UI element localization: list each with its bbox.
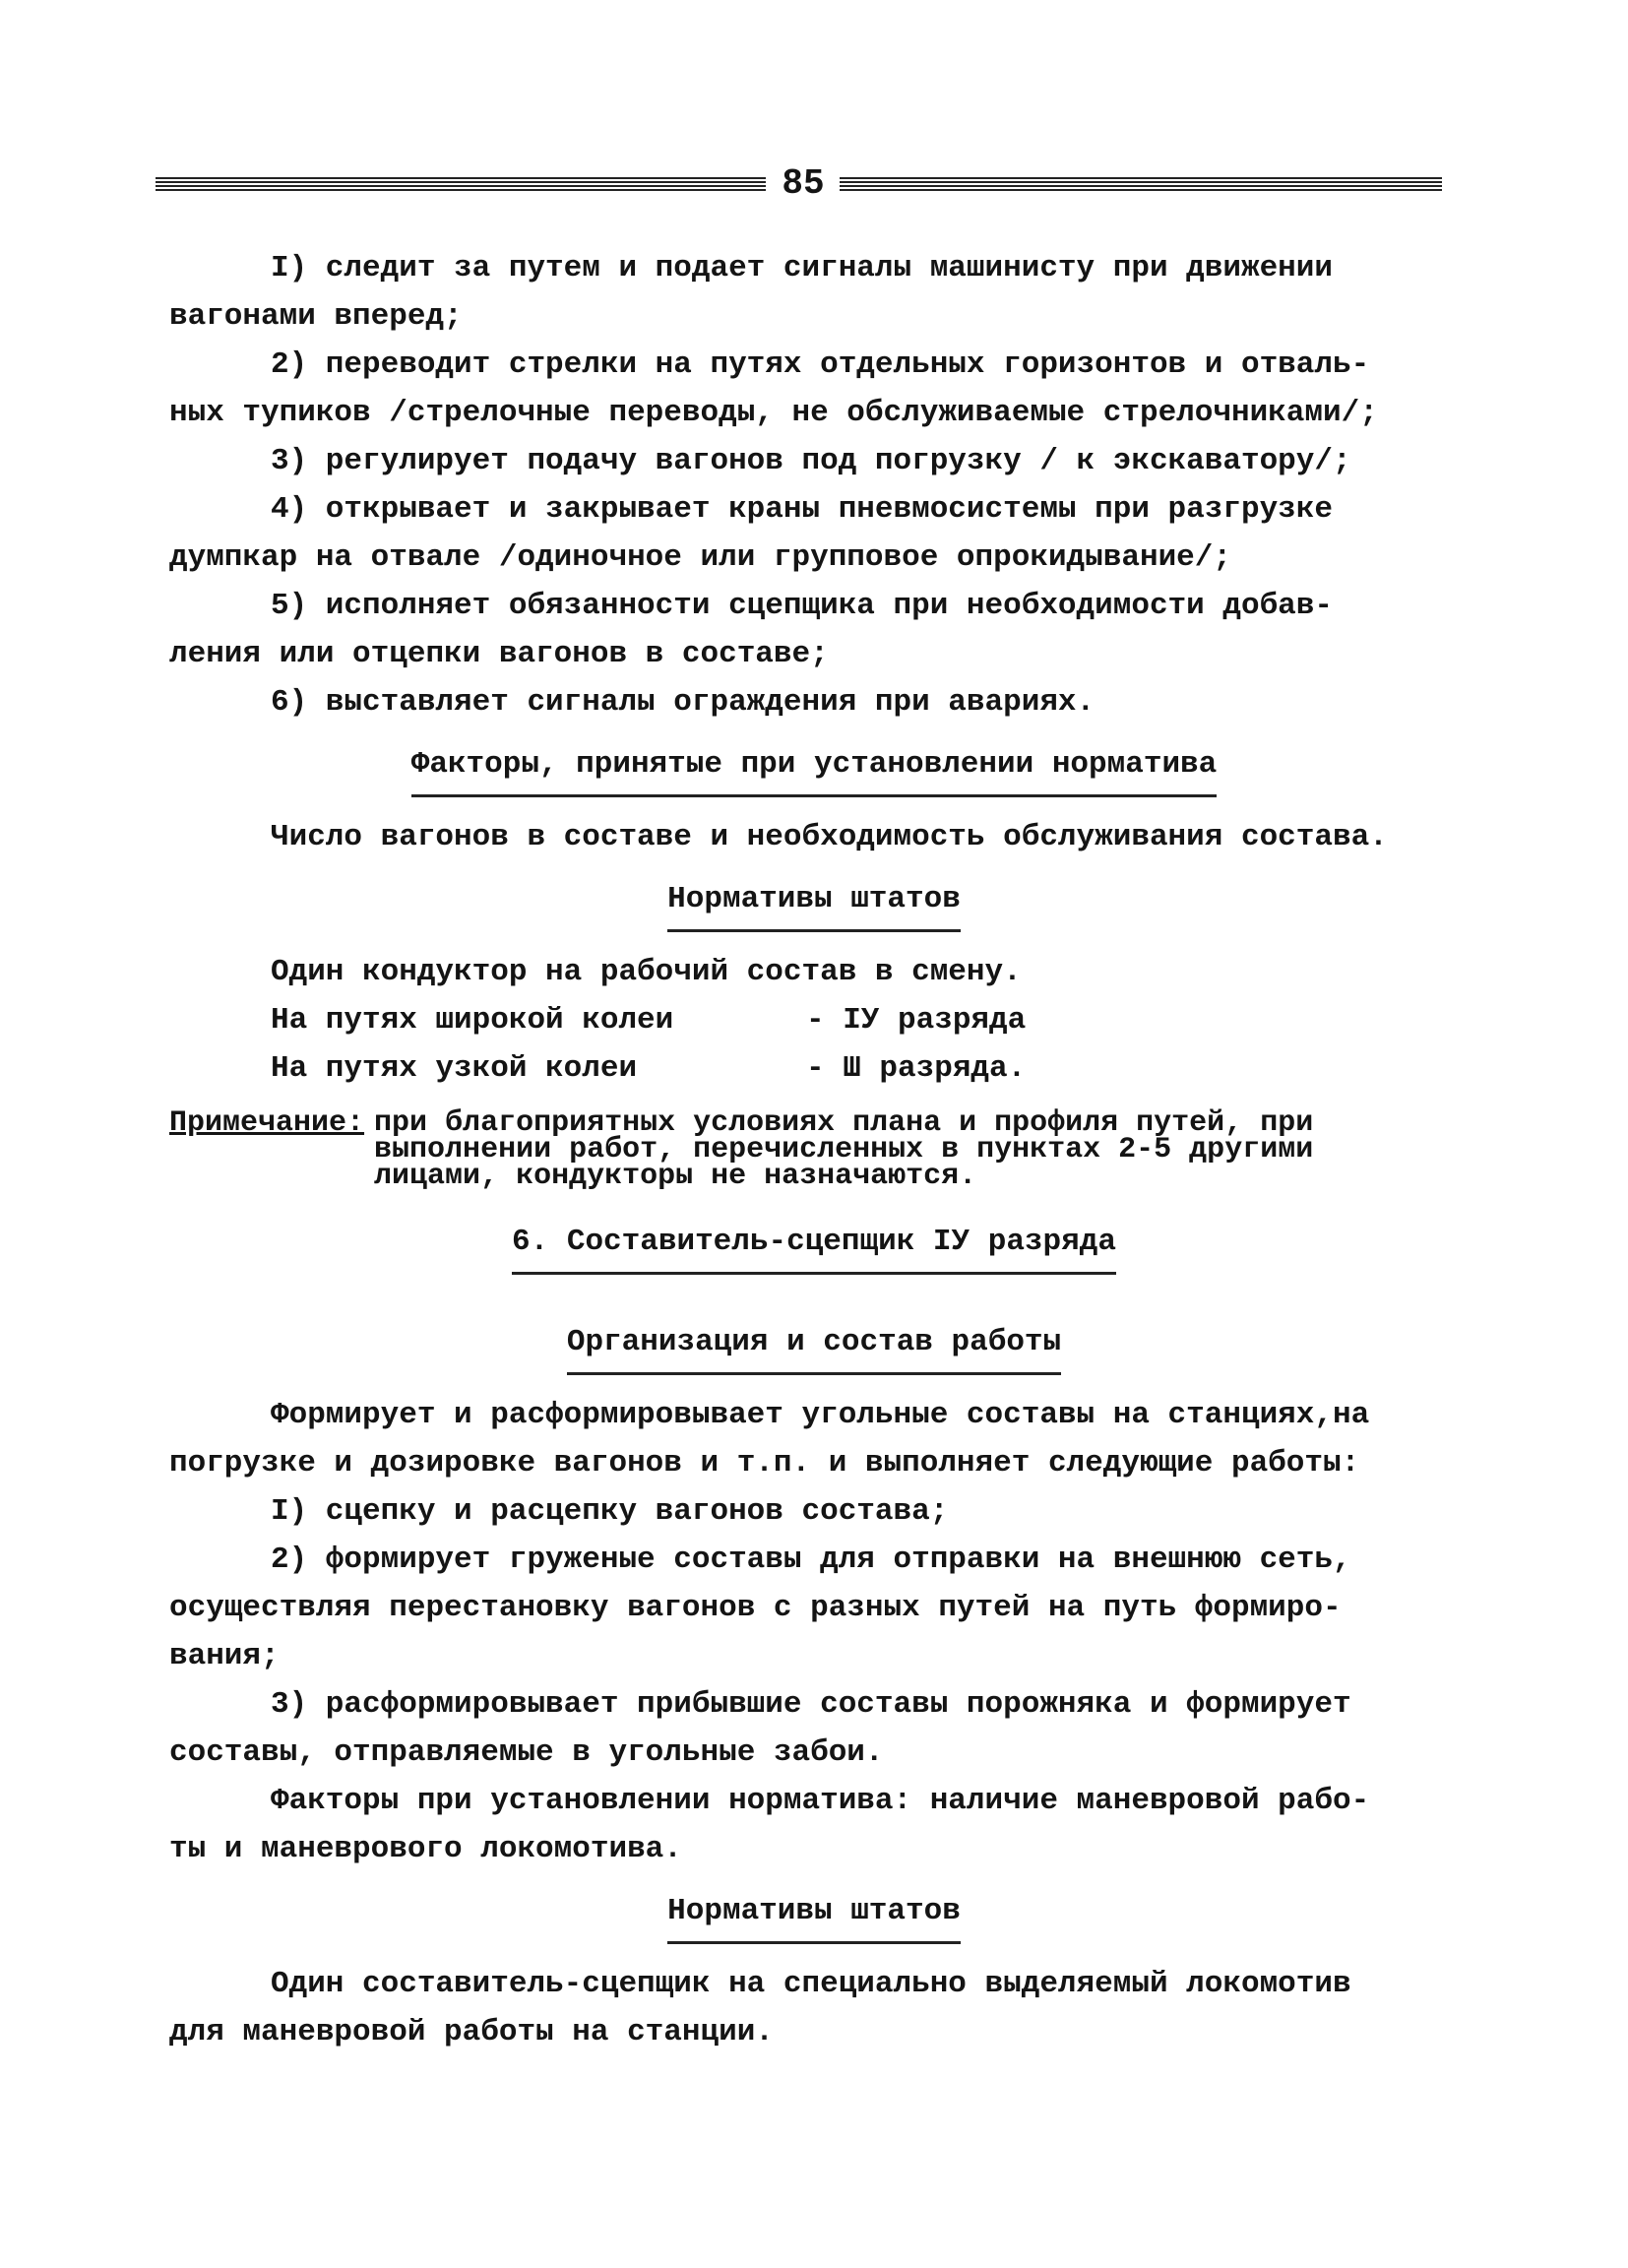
list-item: 3) регулирует подачу вагонов под погрузку / к экскаватору/; [271, 444, 1351, 478]
list-item: 2) формирует груженые составы для отправки на внешнюю сеть, [271, 1543, 1351, 1577]
list-item-continued: вагонами вперед; [169, 299, 463, 334]
staff-norm-value: - IУ разряда [806, 1003, 1027, 1038]
body-line: погрузке и дозировке вагонов и т.п. и выполняет следующие работы: [169, 1446, 1360, 1480]
list-item: 5) исполняет обязанности сцепщика при необходимости добав- [271, 589, 1333, 623]
list-item: 3) расформировывает прибывшие составы порожняка и формирует [271, 1687, 1351, 1722]
section-heading-organization: Организация и состав работы [567, 1318, 1061, 1375]
list-item-continued: думпкар на отвале /одиночное или групповое опрокидывание/; [169, 540, 1231, 575]
page-header [148, 159, 1447, 209]
list-item: 4) открывает и закрывает краны пневмосистемы при разгрузке [271, 492, 1333, 527]
factors-text: Число вагонов в составе и необходимость обслуживания состава. [271, 820, 1388, 854]
body-line: Формирует и расформировывает угольные составы на станциях,на [271, 1398, 1370, 1432]
page-number: 85 [782, 163, 825, 204]
list-item-continued: вания; [169, 1639, 280, 1673]
header-rule-left [156, 177, 766, 191]
staff-norm-line: Один кондуктор на рабочий состав в смену. [271, 955, 1022, 989]
section-title-coupler: 6. Составитель-сцепщик IУ разряда [512, 1218, 1116, 1275]
body-line: ты и маневрового локомотива. [169, 1832, 682, 1866]
staff-norm-row [169, 996, 1459, 1044]
staff-norm-label: На путях широкой колеи [271, 1003, 674, 1038]
note-block [169, 1106, 1459, 1193]
list-item-continued: осуществляя перестановку вагонов с разных путей на путь формиро- [169, 1591, 1342, 1625]
note-line: выполнении работ, перечисленных в пунктах 2-5 другими [374, 1133, 1314, 1166]
list-item: I) следит за путем и подает сигналы машинисту при движении [271, 251, 1333, 285]
section-heading-factors: Факторы, принятые при установлении норматива [411, 740, 1218, 797]
note-text [374, 1106, 1314, 1193]
list-item: 2) переводит стрелки на путях отдельных горизонтов и отваль- [271, 347, 1370, 382]
header-rule-right [840, 177, 1442, 191]
list-item-continued: ных тупиков /стрелочные переводы, не обслуживаемые стрелочниками/; [169, 396, 1378, 430]
body-line: для маневровой работы на станции. [169, 2015, 774, 2049]
note-label: Примечание: [169, 1106, 365, 1140]
staff-norm-row [169, 1044, 1459, 1093]
note-line: лицами, кондукторы не назначаются. [374, 1160, 977, 1193]
staff-norm-value: - Ш разряда. [806, 1051, 1027, 1086]
list-item: I) сцепку и расцепку вагонов состава; [271, 1494, 949, 1529]
page-body [169, 244, 1459, 2056]
list-item: 6) выставляет сигналы ограждения при авариях. [271, 685, 1096, 720]
note-line: при благоприятных условиях плана и профиля путей, при [374, 1106, 1314, 1140]
staff-norm-label: На путях узкой колеи [271, 1051, 638, 1086]
list-item-continued: составы, отправляемые в угольные забои. [169, 1735, 884, 1770]
section-heading-staff-norms: Нормативы штатов [667, 875, 961, 932]
list-item-continued: ления или отцепки вагонов в составе; [169, 637, 829, 671]
body-line: Один составитель-сцепщик на специально выделяемый локомотив [271, 1967, 1351, 2001]
body-line: Факторы при установлении норматива: наличие маневровой рабо- [271, 1784, 1370, 1818]
section-heading-staff-norms-2: Нормативы штатов [667, 1887, 961, 1944]
